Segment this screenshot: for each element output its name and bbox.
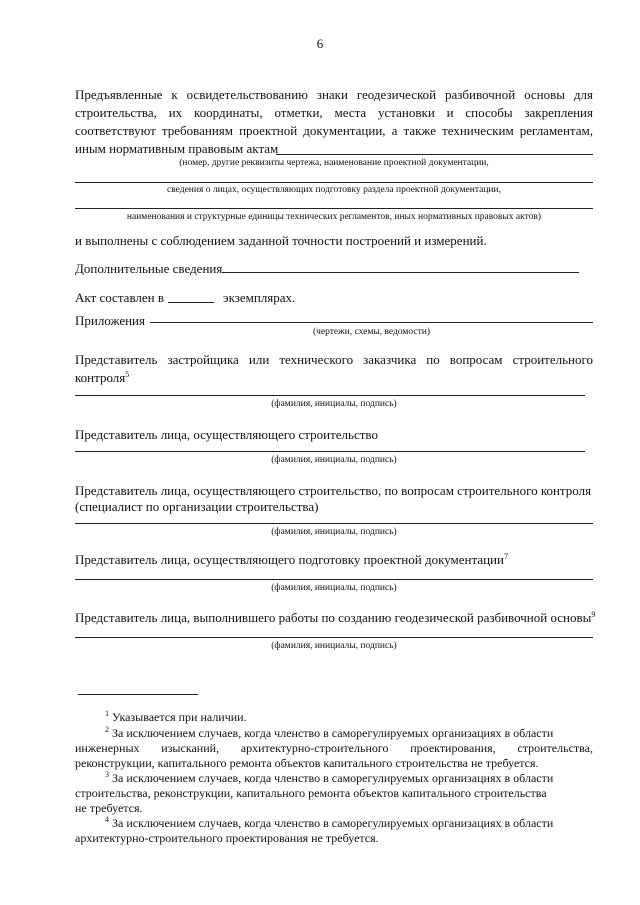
footnote-ref-9: 9 (591, 610, 596, 619)
caption-signature-builder: (фамилия, инициалы, подпись) (271, 455, 397, 465)
caption-signature-developer: (фамилия, инициалы, подпись) (271, 399, 397, 409)
attachments-label: Приложения (75, 313, 145, 328)
caption-regulations: наименования и структурные единицы технических регламентов, иных нормативных правовых актов) (126, 212, 542, 222)
caption-attachments: (чертежи, схемы, ведомости) (312, 327, 431, 337)
footnote-2-line-2: инженерных изысканий, архитектурно-строительного проектирования, строительства, (75, 741, 593, 755)
attachments-line (150, 322, 593, 323)
footnote-2-line-1: $^2$ За исключением случаев, когда членство в саморегулируемых организациях в области (105, 725, 554, 740)
caption-designer-info: сведения о лицах, осуществляющих подготовку раздела проектной документации, (167, 185, 501, 195)
act-copies-prefix: Акт составлен в (75, 290, 165, 305)
fill-line-3 (75, 208, 593, 209)
intro-line-3: соответствуют требованиям проектной документации, а также техническим регламентам, (75, 123, 593, 138)
footnote-3-line-2: строительства, реконструкции, капитального ремонта объектов капитального строительства (75, 786, 547, 800)
additional-info-line (222, 272, 579, 273)
footnote-ref-5: 5 (125, 370, 130, 379)
act-copies-line (168, 302, 214, 303)
footnote-separator (78, 694, 198, 695)
designer-rep-text: Представитель лица, осуществляющего подготовку проектной документации$^7$ (75, 552, 508, 567)
footnote-4-line-2: архитектурно-строительного проектирования не требуется. (75, 831, 379, 845)
accuracy-text: и выполнены с соблюдением заданной точности построений и измерений. (75, 233, 487, 248)
designer-signature-line (75, 579, 593, 580)
additional-info-label: Дополнительные сведения (75, 261, 223, 276)
builder-control-rep-line-2: (специалист по организации строительства) (75, 499, 319, 514)
footnote-2-line-3: реконструкции, капитального ремонта объектов капитального строительства не требуется. (75, 756, 539, 770)
intro-last-line: иным нормативным правовым актам (75, 141, 279, 156)
footnote-3-line-1: $^3$ За исключением случаев, когда членство в саморегулируемых организациях в области (105, 770, 554, 785)
caption-signature-designer: (фамилия, инициалы, подпись) (271, 583, 397, 593)
fill-line-2 (75, 182, 593, 183)
surveyor-rep-text: Представитель лица, выполнившего работы по созданию геодезической разбивочной основы$^9$ (75, 610, 596, 625)
caption-signature-builder-control: (фамилия, инициалы, подпись) (271, 527, 397, 537)
developer-rep-line-2: контроля$^5$ (75, 370, 130, 385)
intro-line-2: строительства, их координаты, отметки, места установки и способы закрепления (75, 105, 593, 120)
act-copies-suffix: экземплярах. (223, 290, 296, 305)
builder-control-signature-line (75, 523, 593, 524)
footnote-ref-7: 7 (503, 552, 508, 561)
caption-drawing-number: (номер, другие реквизиты чертежа, наименование проектной документации, (179, 158, 489, 168)
intro-line-1: Предъявленные к освидетельствованию знаки геодезической разбивочной основы для (75, 87, 593, 102)
builder-signature-line (75, 451, 585, 452)
footnote-3-line-3: не требуется. (75, 801, 143, 815)
developer-signature-line (75, 395, 585, 396)
regulations-fill-line (276, 154, 593, 155)
developer-rep-line-1: Представитель застройщика или технического заказчика по вопросам строительного (75, 352, 593, 367)
builder-rep-text: Представитель лица, осуществляющего строительство (75, 427, 378, 442)
surveyor-signature-line (75, 637, 593, 638)
caption-signature-surveyor: (фамилия, инициалы, подпись) (271, 641, 397, 651)
footnote-4-line-1: $^4$ За исключением случаев, когда членство в саморегулируемых организациях в области (105, 815, 554, 830)
page-number: 6 (316, 36, 324, 51)
footnote-1: $^1$ Указывается при наличии. (105, 709, 247, 724)
builder-control-rep-line-1: Представитель лица, осуществляющего строительство, по вопросам строительного контроля (75, 483, 592, 498)
